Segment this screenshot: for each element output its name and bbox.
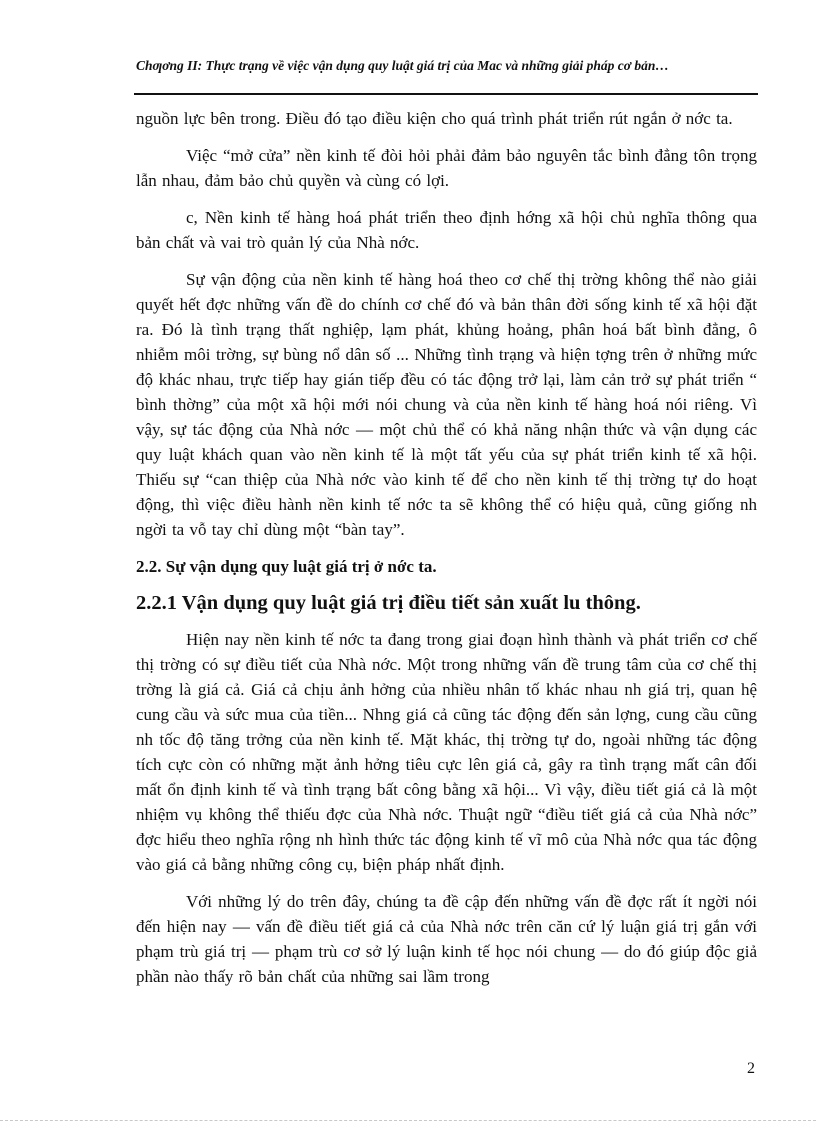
running-header: Chƣơng II: Thực trạng về việc vận dụng quy luật giá trị của Mac và những giải pháp cơ bản… — [136, 58, 669, 73]
page-number: 2 — [747, 1060, 755, 1077]
paragraph-4: Sự vận động của nền kinh tế hàng hoá theo cơ chế thị trờng không thể nào giải quyết hết đợc những vấn đề do chính cơ chế đó và bản thân đời sống kinh tế xã hội đặt ra. Đó là tình trạng thất nghiệp, lạm phát, khủng hoảng, phân hoá bất bình đẳng, ô nhiễm môi trờng, sự bùng nổ dân số ... Những tình trạng và hiện tợng trên ở những mức độ khác nhau, trực tiếp hay gián tiếp đều có tác động trở lại, làm cản trở sự phát triển “ bình thờng” của một xã hội mới nói chung và của nền kinh tế hàng hoá nói riêng. Vì vậy, sự tác động của Nhà nớc — một chủ thể có khả năng nhận thức và vận dụng các quy luật khách quan vào nền kinh tế là một tất yếu của sự phát triển kinh tế xã hội. Thiếu sự “can thiệp của Nhà nớc vào kinh tế để cho nền kinh tế thị trờng tự do hoạt động, thì việc điều hành nền kinh tế nớc ta sẽ không thể có hiệu quả, cũng giống nh ngời ta vỗ tay chỉ dùng một “bàn tay”. — [136, 270, 757, 539]
paragraph-2: Việc “mở cửa” nền kinh tế đòi hỏi phải đảm bảo nguyên tắc bình đẳng tôn trọng lẫn nhau, đảm bảo chủ quyền và cùng có lợi. — [136, 146, 757, 190]
paragraph-5: Hiện nay nền kinh tế nớc ta đang trong giai đoạn hình thành và phát triển cơ chế thị trờng có sự điều tiết của Nhà nớc. Một trong những vấn đề trung tâm của cơ chế thị trờng là giá cả. Giá cả chịu ảnh hởng của nhiều nhân tố khác nhau nh giá trị, quan hệ cung cầu và sức mua của tiền... Nhng giá cả cũng tác động đến sản lợng, cung cầu cũng nh tốc độ tăng trởng của nền kinh tế. Mặt khác, thị trờng tự do, ngoài những tác động tích cực còn có những mặt ảnh hởng tiêu cực lên giá cả, gây ra tình trạng mất cân đối mất ổn định kinh tế và tình trạng bất công bằng xã hội... Vì vậy, điều tiết giá cả là một nhiệm vụ không thể thiếu đợc của Nhà nớc. Thuật ngữ “điều tiết giá cả của Nhà nớc” đợc hiểu theo nghĩa rộng nh hình thức tác động kinh tế vĩ mô của Nhà nớc qua tác động vào giá cả bằng những công cụ, biện pháp nhất định. — [136, 630, 757, 874]
section-heading-2-2: 2.2. Sự vận dụng quy luật giá trị ở nớc ta. — [136, 557, 437, 576]
section-heading-2-2-1: 2.2.1 Vận dụng quy luật giá trị điều tiết sản xuất lu thông. — [136, 592, 641, 614]
paragraph-6: Với những lý do trên đây, chúng ta đề cập đến những vấn đề đợc rất ít ngời nói đến hiện nay — vấn đề điều tiết giá cả của Nhà nớc trên căn cứ lý luận giá trị gắn với phạm trù giá trị — phạm trù cơ sở lý luận kinh tế học nói chung — do đó giúp độc giả phần nào thấy rõ bản chất của những sai lầm trong — [136, 892, 757, 986]
body-text — [136, 106, 757, 989]
page-break-line — [0, 1120, 816, 1121]
header-divider — [134, 93, 758, 95]
paragraph-3: c, Nền kinh tế hàng hoá phát triển theo định hớng xã hội chủ nghĩa thông qua bản chất và vai trò quản lý của Nhà nớc. — [136, 208, 757, 252]
paragraph-1: nguồn lực bên trong. Điều đó tạo điều kiện cho quá trình phát triển rút ngắn ở nớc ta. — [136, 109, 733, 128]
